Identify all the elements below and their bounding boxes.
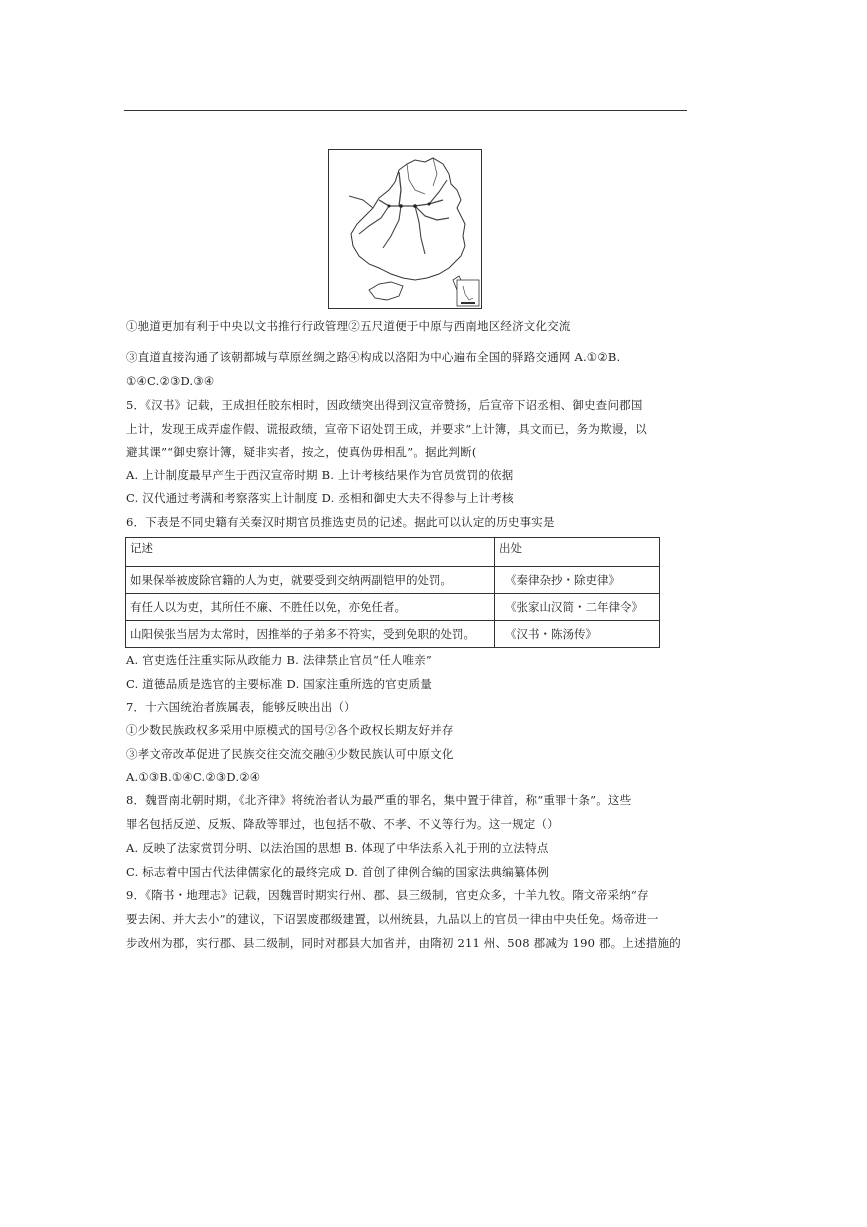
table-cell: 《汉书・陈汤传》 [495, 621, 660, 648]
q7-options: A.①③B.①④C.②③D.②④ [126, 770, 261, 784]
header-rule [124, 110, 687, 111]
table-cell: 如果保举被废除官籍的人为吏，就要受到交纳两副铠甲的处罚。 [126, 567, 495, 594]
historical-map-figure [328, 149, 482, 309]
q8-options-cd: C. 标志着中国古代法律儒家化的最终完成 D. 首创了律例合编的国家法典编纂体例 [126, 865, 549, 879]
q7-statements-line-1: ①少数民族政权多采用中原模式的国号②各个政权长期友好并存 [126, 723, 454, 737]
q5-stem-line-3: 避其课”“御史察计簿，疑非实者，按之，使真伪毋相乱”。据此判断( [126, 445, 477, 459]
table-header-cell: 出处 [495, 538, 660, 567]
table-row [126, 621, 660, 648]
q5-stem-line-2: 上计，发现王成弄虚作假、谎报政绩，宣帝下诏处罚王成，并要求“上计簿，具文而已，务为欺谩，以 [126, 422, 647, 436]
q9-stem-line-3: 步改州为郡，实行郡、县二级制，同时对郡县大加省并，由隋初 211 州、508 郡减为 190 郡。上述措施的 [126, 936, 681, 950]
q4-statements-line-2: ③直道直接沟通了该朝都城与草原丝绸之路④构成以洛阳为中心遍布全国的驿路交通网 A.①②B. [126, 350, 621, 364]
q6-options-cd: C. 道德品质是选官的主要标准 D. 国家注重所选的官吏质量 [126, 677, 432, 691]
table-row [126, 567, 660, 594]
q7-statements-line-2: ③孝文帝改革促进了民族交往交流交融④少数民族认可中原文化 [126, 747, 454, 761]
q8-stem-line-2: 罪名包括反逆、反叛、降敌等罪过，也包括不敬、不孝、不义等行为。这一规定（） [126, 817, 559, 831]
q5-options-cd: C. 汉代通过考满和考察落实上计制度 D. 丞相和御史大夫不得参与上计考核 [126, 491, 514, 505]
q6-stem: 6．下表是不同史籍有关秦汉时期官员推选吏员的记述。据此可以认定的历史事实是 [126, 515, 555, 529]
table-header-row [126, 538, 660, 567]
table-header-cell: 记述 [126, 538, 495, 567]
q7-stem: 7．十六国统治者族属表，能够反映出出（） [126, 700, 356, 714]
china-road-map-icon [329, 150, 481, 308]
q9-stem-line-2: 要去闲、并大去小”的建议，下诏罢废郡级建置，以州统县，九品以上的官员一律由中央任免。炀帝进一 [126, 912, 659, 926]
table-row [126, 594, 660, 621]
q5-options-ab: A. 上计制度最早产生于西汉宣帝时期 B. 上计考核结果作为官员赏罚的依据 [126, 468, 514, 482]
table-cell: 有任人以为吏，其所任不廉、不胜任以免，亦免任者。 [126, 594, 495, 621]
q6-options-ab: A. 官吏选任注重实际从政能力 B. 法律禁止官员“任人唯亲” [126, 653, 432, 667]
q6-records-table [125, 537, 660, 648]
q4-options: ①④C.②③D.③④ [126, 374, 215, 388]
q9-stem-line-1: 9．《隋书・地理志》记载，因魏晋时期实行州、郡、县三级制，官吏众多，十羊九牧。隋文帝采纳“存 [126, 888, 649, 902]
q4-statements-line-1: ①驰道更加有利于中央以文书推行行政管理②五尺道便于中原与西南地区经济文化交流 [126, 319, 571, 333]
table-cell: 山阳侯张当居为太常时，因推举的子弟多不符实，受到免职的处罚。 [126, 621, 495, 648]
table-cell: 《张家山汉简・二年律令》 [495, 594, 660, 621]
q5-stem-line-1: 5．《汉书》记载，王成担任胶东相时，因政绩突出得到汉宣帝赞扬，后宣帝下诏丞相、御史查问郡国 [126, 398, 643, 412]
q8-stem-line-1: 8．魏晋南北朝时期，《北齐律》将统治者认为最严重的罪名，集中置于律首，称“重罪十条”。这些 [126, 793, 632, 807]
table-cell: 《秦律杂抄・除吏律》 [495, 567, 660, 594]
q8-options-ab: A. 反映了法家赏罚分明、以法治国的思想 B. 体现了中华法系入礼于刑的立法特点 [126, 841, 549, 855]
